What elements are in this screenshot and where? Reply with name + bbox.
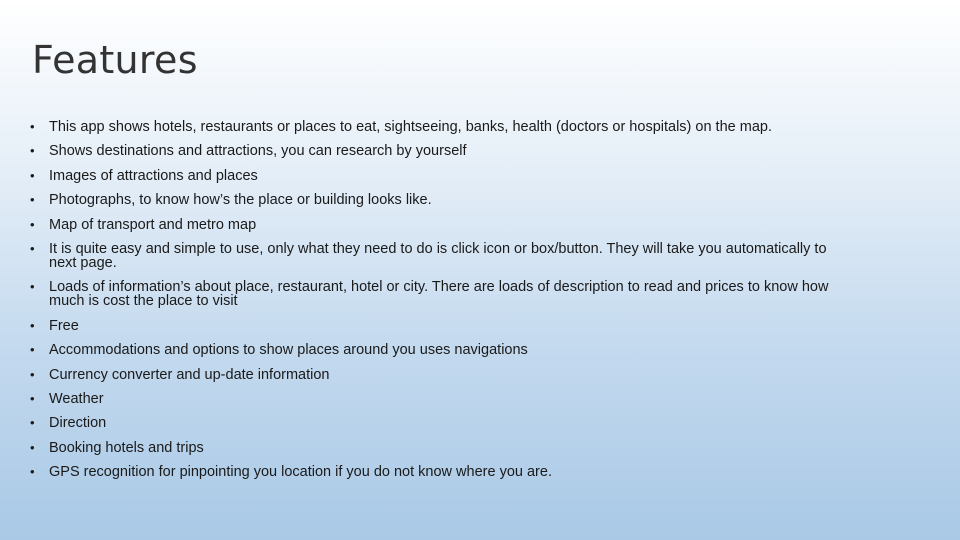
list-item-text: Accommodations and options to show places around you uses navigations bbox=[49, 342, 528, 359]
list-item bbox=[30, 280, 850, 308]
list-item-text: Free bbox=[49, 317, 79, 334]
list-item bbox=[30, 144, 850, 158]
bullet-icon: • bbox=[30, 415, 35, 431]
bullet-icon: • bbox=[30, 119, 35, 134]
bullet-icon: • bbox=[30, 279, 35, 295]
list-item bbox=[30, 242, 850, 270]
list-item bbox=[30, 392, 850, 406]
list-item bbox=[30, 343, 850, 357]
list-item-text: Photographs, to know how’s the place or building looks like. bbox=[49, 192, 432, 209]
list-item bbox=[30, 193, 850, 207]
list-item bbox=[30, 441, 850, 455]
list-item bbox=[30, 218, 850, 232]
list-item-text: This app shows hotels, restaurants or places to eat, sightseeing, banks, health (doctors or hospitals) on the map. bbox=[49, 119, 772, 135]
list-item-text: Shows destinations and attractions, you can research by yourself bbox=[49, 143, 467, 160]
list-item-text: Booking hotels and trips bbox=[49, 439, 204, 456]
bullet-icon: • bbox=[30, 240, 35, 256]
list-item-text: Map of transport and metro map bbox=[49, 216, 257, 233]
list-item-text: Direction bbox=[49, 415, 107, 432]
list-item-text: Images of attractions and places bbox=[49, 167, 258, 184]
list-item bbox=[30, 416, 850, 430]
bullet-icon: • bbox=[30, 143, 35, 159]
list-item-text: Currency converter and up-date information bbox=[49, 366, 330, 383]
slide-title: Features bbox=[32, 38, 198, 82]
bullet-icon: • bbox=[30, 390, 35, 406]
bullet-icon: • bbox=[30, 192, 35, 208]
list-item-text: Weather bbox=[49, 390, 104, 407]
list-item bbox=[30, 368, 850, 382]
bullet-icon: • bbox=[30, 216, 35, 232]
list-item bbox=[30, 319, 850, 333]
bullet-icon: • bbox=[30, 439, 35, 455]
bullet-icon: • bbox=[30, 342, 35, 358]
bullet-icon: • bbox=[30, 317, 35, 333]
features-list bbox=[30, 120, 850, 489]
bullet-icon: • bbox=[30, 464, 35, 480]
list-item-text: It is quite easy and simple to use, only what they need to do is click icon or box/button. They will take you automatically to next page. bbox=[49, 240, 827, 271]
list-item bbox=[30, 120, 850, 134]
list-item bbox=[30, 169, 850, 183]
bullet-icon: • bbox=[30, 366, 35, 382]
bullet-icon: • bbox=[30, 167, 35, 183]
list-item-text: Loads of information’s about place, restaurant, hotel or city. There are loads of description to read and prices to know how much is cost the place to visit bbox=[49, 279, 829, 310]
list-item bbox=[30, 465, 850, 479]
list-item-text: GPS recognition for pinpointing you location if you do not know where you are. bbox=[49, 464, 552, 481]
